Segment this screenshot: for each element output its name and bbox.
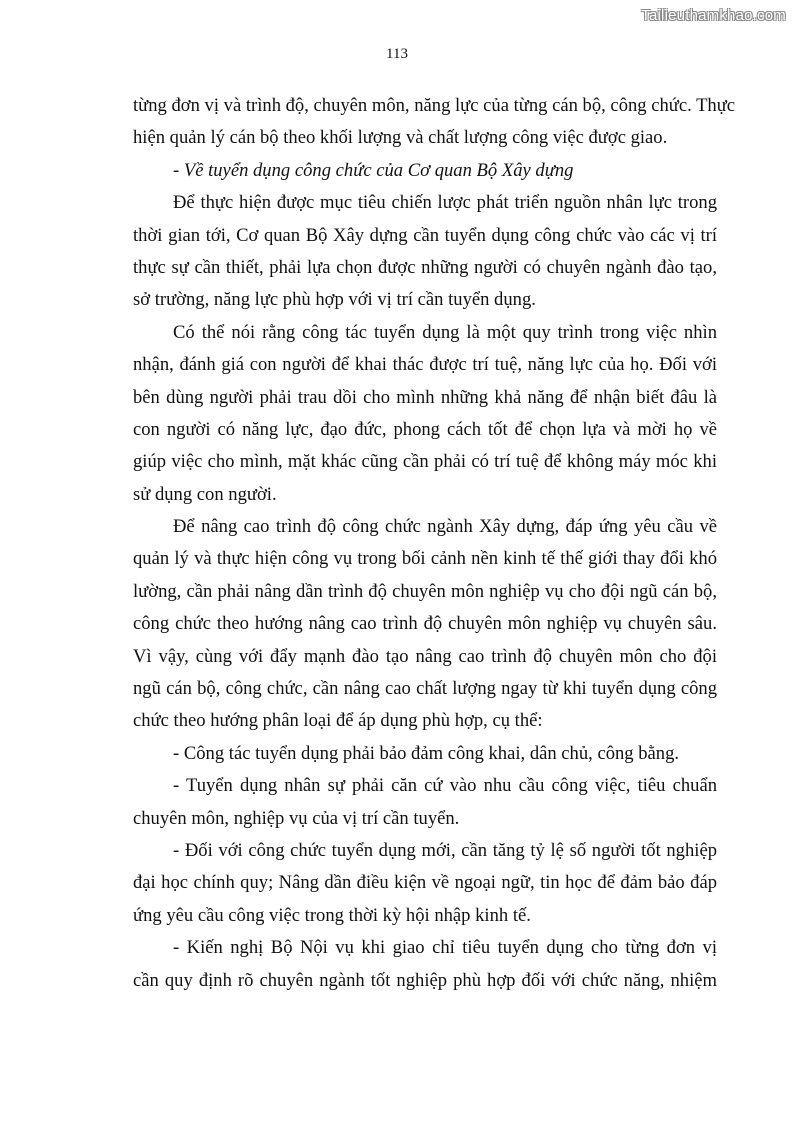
text-line: Để thực hiện được mục tiêu chiến lược phát triển nguồn nhân lực trong [173,192,717,214]
text-line: Có thể nói rằng công tác tuyển dụng là một quy trình trong việc nhìn [173,321,717,343]
document-body [133,90,736,997]
text-line: sử dụng con người. [133,483,277,505]
text-line: hiện quản lý cán bộ theo khối lượng và chất lượng công việc được giao. [133,127,668,149]
text-line: nhận, đánh giá con người để khai thác được trí tuệ, năng lực của họ. Đối với [133,354,717,376]
text-line: đại học chính quy; Nâng dần điều kiện về ngoại ngữ, tin học để đảm bảo đáp [133,872,717,894]
list-item: - Công tác tuyển dụng phải bảo đảm công khai, dân chủ, công bằng. [173,742,680,764]
watermark-text: Tailieuthamkhao.com [641,7,786,24]
text-line: bên dùng người phải trau dồi cho mình những khả năng để nhận biết đâu là [133,386,717,408]
text-line: Vì vậy, cùng với đẩy mạnh đào tạo nâng cao trình độ chuyên môn cho đội [133,645,717,667]
text-line: thực sự cần thiết, phải lựa chọn được những người có chuyên ngành đào tạo, [133,256,717,278]
text-line: Để nâng cao trình độ công chức ngành Xây dựng, đáp ứng yêu cầu về [173,516,717,538]
text-line: ngũ cán bộ, công chức, cần nâng cao chất lượng ngay từ khi tuyển dụng công [133,678,717,700]
list-item: - Tuyển dụng nhân sự phải căn cứ vào nhu cầu công việc, tiêu chuẩn [173,775,717,797]
text-line: lường, cần phải nâng dần trình độ chuyên môn nghiệp vụ cho đội ngũ cán bộ, [133,580,717,602]
text-line: chuyên môn, nghiệp vụ của vị trí cần tuyển. [133,807,460,829]
text-line: giúp việc cho mình, mặt khác cũng cần phải có trí tuệ để không máy móc khi [133,451,717,473]
text-line: từng đơn vị và trình độ, chuyên môn, năng lực của từng cán bộ, công chức. Thực [133,95,736,116]
text-line: cần quy định rõ chuyên ngành tốt nghiệp phù hợp đối với chức năng, nhiệm [133,969,717,991]
text-line: ứng yêu cầu công việc trong thời kỳ hội nhập kinh tế. [133,904,531,926]
text-line: công chức theo hướng nâng cao trình độ chuyên môn nghiệp vụ chuyên sâu. [133,613,717,635]
section-heading: - Về tuyển dụng công chức của Cơ quan Bộ Xây dựng [173,159,574,181]
text-line: sở trường, năng lực phù hợp với vị trí cần tuyển dụng. [133,289,536,311]
page-number: 113 [386,46,408,62]
text-line: con người có năng lực, đạo đức, phong cách tốt để chọn lựa và mời họ về [133,418,717,440]
list-item: - Kiến nghị Bộ Nội vụ khi giao chỉ tiêu tuyển dụng cho từng đơn vị [173,937,717,959]
text-line: quản lý và thực hiện công vụ trong bối cảnh nền kinh tế thế giới thay đổi khó [133,548,717,570]
text-line: chức theo hướng phân loại để áp dụng phù hợp, cụ thể: [133,710,543,732]
list-item: - Đối với công chức tuyển dụng mới, cần tăng tỷ lệ số người tốt nghiệp [173,839,717,861]
text-line: thời gian tới, Cơ quan Bộ Xây dựng cần tuyển dụng công chức vào các vị trí [133,224,717,246]
